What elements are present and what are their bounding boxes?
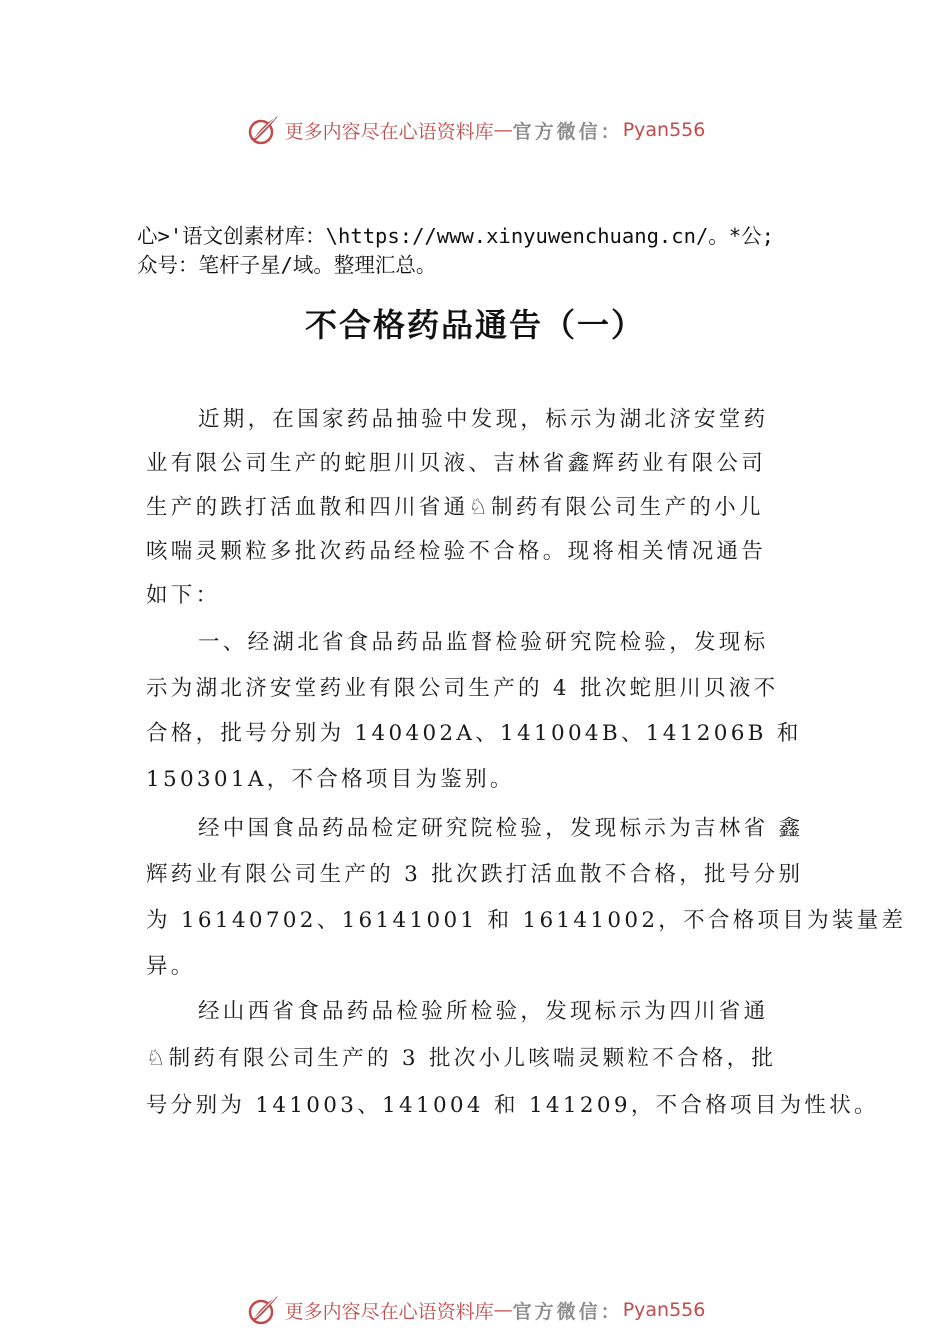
text-line: 辉药业有限公司生产的 3 批次跌打活血散不合格，批号分别 — [146, 862, 804, 887]
banner-wechat-label: 官方微信： — [512, 1300, 623, 1323]
source-note-line: 众号：笔杆子星/域。整理汇总。 — [137, 253, 437, 277]
banner-text: 更多内容尽在心语资料库 — [284, 1300, 494, 1323]
footer-banner — [0, 1290, 950, 1330]
text-line: 一、经湖北省食品药品监督检验研究院检验，发现标 — [198, 630, 769, 655]
text-line: 异。 — [146, 954, 196, 979]
banner-wechat-id: Pyan556 — [622, 1299, 706, 1321]
text-line: 业有限公司生产的蛇胆川贝液、吉林省鑫辉药业有限公司 — [146, 451, 767, 476]
text-line: 示为湖北济安堂药业有限公司生产的 4 批次蛇胆川贝液不 — [146, 675, 779, 701]
quill-logo-icon — [245, 112, 281, 148]
banner-text: 更多内容尽在心语资料库 — [284, 120, 494, 143]
text-line: ♘制药有限公司生产的 3 批次小儿咳喘灵颗粒不合格，批 — [146, 1046, 777, 1071]
source-note — [137, 222, 827, 280]
text-line: 咳喘灵颗粒多批次药品经检验不合格。现将相关情况通告 — [146, 539, 767, 564]
paragraph-hubei — [146, 620, 806, 802]
text-line: 生产的跌打活血散和四川省通♘制药有限公司生产的小儿 — [146, 495, 764, 520]
banner-wechat-id: Pyan556 — [622, 119, 706, 141]
source-note-line: 心>'语文创素材库：\https://www.xinyuwenchuang.cn/。*公; — [137, 224, 774, 248]
banner-wechat-label: 官方微信： — [512, 120, 623, 143]
text-line: 近期，在国家药品抽验中发现，标示为湖北济安堂药 — [198, 407, 769, 432]
paragraph-jilin — [146, 806, 907, 990]
text-line: 如下： — [146, 583, 221, 608]
banner-separator: — — [493, 1299, 513, 1321]
document-title: 不合格药品通告（一） — [304, 306, 645, 344]
paragraph-intro — [146, 398, 806, 618]
text-line: 150301A，不合格项目为鉴别。 — [146, 766, 515, 792]
paragraph-shanxi — [146, 988, 879, 1129]
text-line: 合格，批号分别为 140402A、141004B、141206B 和 — [146, 721, 802, 746]
quill-logo-icon — [245, 1292, 281, 1328]
header-banner — [0, 110, 950, 150]
text-line: 经中国食品药品检定研究院检验，发现标示为吉林省 鑫 — [198, 816, 804, 841]
text-line: 经山西省食品药品检验所检验，发现标示为四川省通 — [198, 999, 769, 1024]
text-line: 为 16140702、16141001 和 16141002，不合格项目为装量差 — [146, 908, 907, 933]
banner-separator: — — [493, 119, 513, 141]
text-line: 号分别为 141003、141004 和 141209，不合格项目为性状。 — [146, 1093, 879, 1118]
